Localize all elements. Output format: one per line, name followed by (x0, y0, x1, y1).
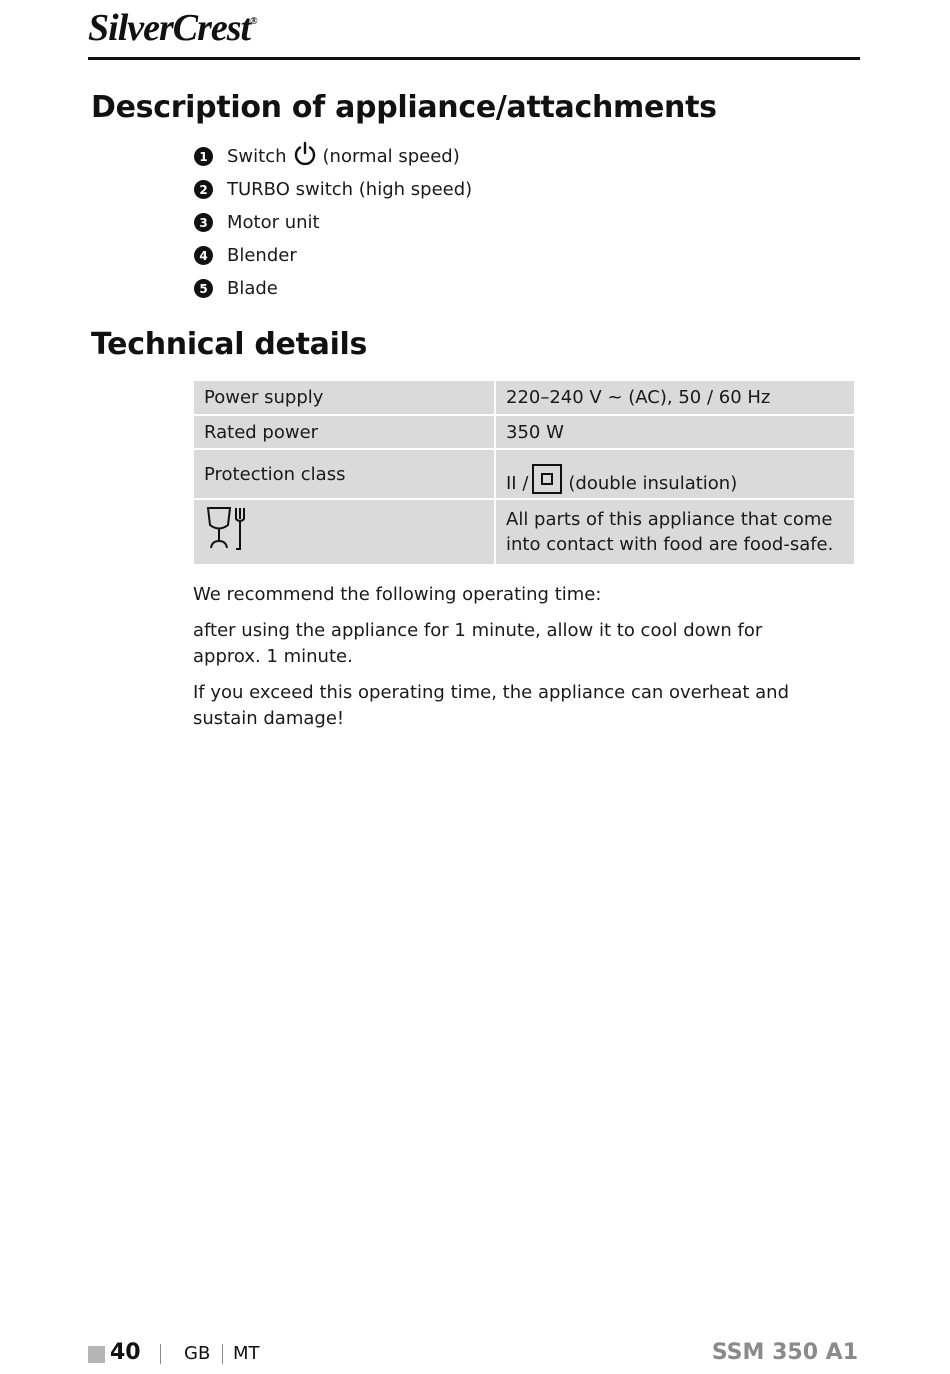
spec-label (194, 500, 494, 564)
brand-logo: SilverCrest® (88, 7, 257, 49)
protection-class-note: (double insulation) (568, 473, 738, 494)
spec-value: 220–240 V ~ (AC), 50 / 60 Hz (496, 381, 854, 414)
item-number: 2 (194, 180, 213, 199)
operating-time-intro: We recommend the following operating time: (193, 584, 602, 605)
item-label: TURBO switch (high speed) (227, 179, 473, 200)
power-icon (293, 141, 317, 172)
food-safe-glass-fork-icon (204, 537, 250, 558)
footer-divider (160, 1344, 161, 1364)
spec-value: All parts of this appliance that come into contact with food are food-safe. (496, 500, 854, 564)
footer-divider (222, 1344, 223, 1364)
table-row (194, 500, 854, 564)
table-row (194, 450, 854, 498)
spec-table (192, 379, 856, 566)
language-code: MT (233, 1343, 260, 1364)
list-item (194, 173, 472, 206)
table-row (194, 416, 854, 448)
spec-value (496, 450, 854, 498)
spec-label: Power supply (194, 381, 494, 414)
item-number: 5 (194, 279, 213, 298)
item-number: 4 (194, 246, 213, 265)
spec-label: Rated power (194, 416, 494, 448)
parts-list (194, 140, 472, 305)
header-rule (88, 57, 860, 60)
double-insulation-icon (532, 464, 562, 494)
technical-heading: Technical details (91, 327, 368, 362)
page-number: 40 (110, 1340, 141, 1365)
model-number: SSM 350 A1 (711, 1340, 858, 1365)
list-item (194, 206, 472, 239)
list-item (194, 140, 472, 173)
item-label: Switch (227, 146, 287, 167)
language-code: GB (184, 1343, 211, 1364)
item-label: Blade (227, 278, 278, 299)
operating-time-rule: after using the appliance for 1 minute, allow it to cool down for approx. 1 minute. (193, 620, 763, 667)
item-number: 1 (194, 147, 213, 166)
overheat-warning: If you exceed this operating time, the appliance can overheat and sustain damage! (193, 682, 789, 729)
item-number: 3 (194, 213, 213, 232)
protection-class-value: II / (506, 473, 529, 494)
registered-mark: ® (250, 16, 257, 27)
spec-label: Protection class (194, 450, 494, 498)
item-label-suffix: (normal speed) (322, 146, 460, 167)
spec-value: 350 W (496, 416, 854, 448)
description-heading: Description of appliance/attachments (91, 90, 717, 125)
item-label: Blender (227, 245, 297, 266)
item-label: Motor unit (227, 212, 320, 233)
footer-marker (88, 1346, 105, 1363)
list-item (194, 239, 472, 272)
table-row (194, 381, 854, 414)
list-item (194, 272, 472, 305)
